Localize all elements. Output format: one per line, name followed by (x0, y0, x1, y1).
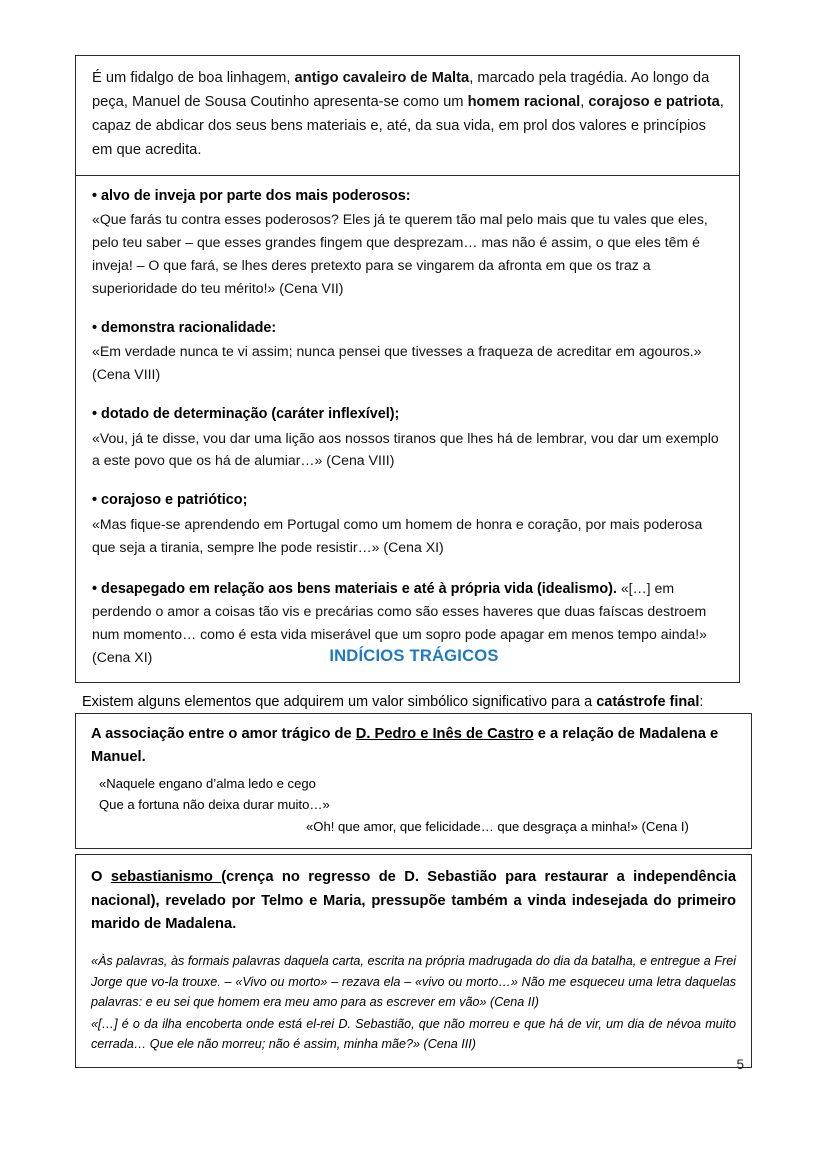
section-intro-text (82, 692, 762, 714)
tragic-signs-section (75, 713, 752, 1068)
trait-title: • desapegado em relação aos bens materiais e até à própria vida (idealismo). (92, 580, 617, 597)
text-segment-0: O (91, 868, 111, 885)
traits-list (92, 186, 725, 669)
trait-quote: «Que farás tu contra esses poderosos? Eles já te querem tão mal pelo mais que tu vales que eles, pelo teu saber – que esses grandes fingem que desprezam… mas não é assim, o que eles têm é inveja! – O que fará, se lhes deres pretexto para se vingarem da afronta em que os traz a superioridade do teu mérito!» (Cena VII) (92, 211, 708, 296)
trait-item (92, 490, 725, 558)
association-verses (91, 774, 737, 815)
sebastianismo-quotes (91, 951, 736, 1055)
trait-quote: «[…] em perdendo o amor a coisas tão vis e precárias como são esses haveres que duas faíscas destroem num momento… como é esta vida miserável que um sopro pode apagar em menos tempo ainda!» (Cena XI) (92, 579, 707, 665)
character-description-text (92, 67, 725, 163)
seb-quote-line: «Às palavras, às formais palavras daquela carta, escrita na própria madrugada do dia da batalha, e entregue a Frei Jorge que vo-la trouxe. – «Vivo ou morto» – rezava ela – «vivo ou morto…» Não me esqueceu uma letra daquelas palavras: e eu sei que homem era meu amo para as escrever em vão» (Cena II) (91, 954, 736, 1010)
trait-title: • dotado de determinação (caráter inflexível); (92, 406, 400, 422)
page-title: INDÍCIOS TRÁGICOS (329, 646, 499, 665)
association-indented-verse: «Oh! que amor, que felicidade… que desgraça a minha!» (Cena I) (306, 819, 689, 835)
trait-quote: «Mas fique-se aprendendo em Portugal como um homem de honra e coração, por mais poderosa que seja a tirania, sempre lhe pode resistir…» (Cena XI) (92, 515, 703, 555)
text-segment-1: antigo cavaleiro de Malta (294, 70, 470, 86)
text-segment-2: (crença no regresso de D. Sebastião para restaurar a independência nacional), revelado por Telmo e Maria, pressupõe também a vinda indesejada do primeiro marido de Madalena. (91, 868, 736, 933)
text-segment-1: catástrofe final (596, 694, 700, 710)
assoc-verse-line: Que a fortuna não deixa durar muito…» (99, 796, 330, 812)
trait-item (92, 404, 725, 472)
character-traits-box (75, 176, 740, 683)
text-segment-2: , marcado pela tragédia. Ao longo da peça, Manuel de Sousa Coutinho apresenta-se como um (92, 70, 710, 110)
trait-quote: «Em verdade nunca te vi assim; nunca pensei que tivesses a fraqueza de acreditar em agouros.» (Cena VIII) (92, 343, 702, 383)
text-segment-3: homem racional (467, 93, 581, 110)
character-description-box (75, 55, 740, 176)
page-number: 5 (736, 1057, 744, 1072)
trait-item (92, 186, 725, 300)
character-section (75, 55, 740, 683)
association-heading (91, 723, 737, 769)
text-segment-0: A associação entre o amor trágico de (91, 726, 356, 742)
text-segment-4: , (580, 93, 589, 110)
text-segment-6: , capaz de abdicar dos seus bens materiais e, até, da sua vida, em prol dos valores e princípios em que acredita. (92, 93, 724, 158)
sebastianismo-heading (91, 866, 736, 937)
seb-quote-line: «[…] é o da ilha encoberta onde está el-rei D. Sebastião, que não morreu e que há de vir, um dia de névoa muito cerrada… Que ele não morreu; não é assim, minha mãe?» (Cena III) (91, 1016, 736, 1052)
trait-title: • demonstra racionalidade: (92, 319, 277, 336)
text-segment-0: É um fidalgo de boa linhagem, (92, 70, 295, 86)
trait-title: • corajoso e patriótico; (92, 492, 248, 509)
trait-quote: «Vou, já te disse, vou dar uma lição aos nossos tiranos que lhes há de lembrar, vou dar um exemplo a este povo que os há de alumiar…» (Cena VIII) (92, 429, 719, 469)
text-segment-1: sebastianismo (110, 868, 222, 885)
text-segment-1: D. Pedro e Inês de Castro (355, 726, 534, 742)
trait-item (92, 318, 725, 386)
text-segment-2: : (699, 694, 704, 710)
sebastianismo-box (75, 854, 752, 1068)
text-segment-0: Existem alguns elementos que adquirem um valor simbólico significativo para a (82, 694, 597, 710)
text-segment-5: corajoso e patriota (588, 93, 720, 110)
assoc-verse-line: «Naquele engano d’alma ledo e cego (99, 776, 316, 792)
text-segment-2: e a relação de Madalena e Manuel. (91, 726, 719, 766)
trait-title: • alvo de inveja por parte dos mais poderosos: (92, 187, 411, 204)
association-box (75, 713, 752, 849)
